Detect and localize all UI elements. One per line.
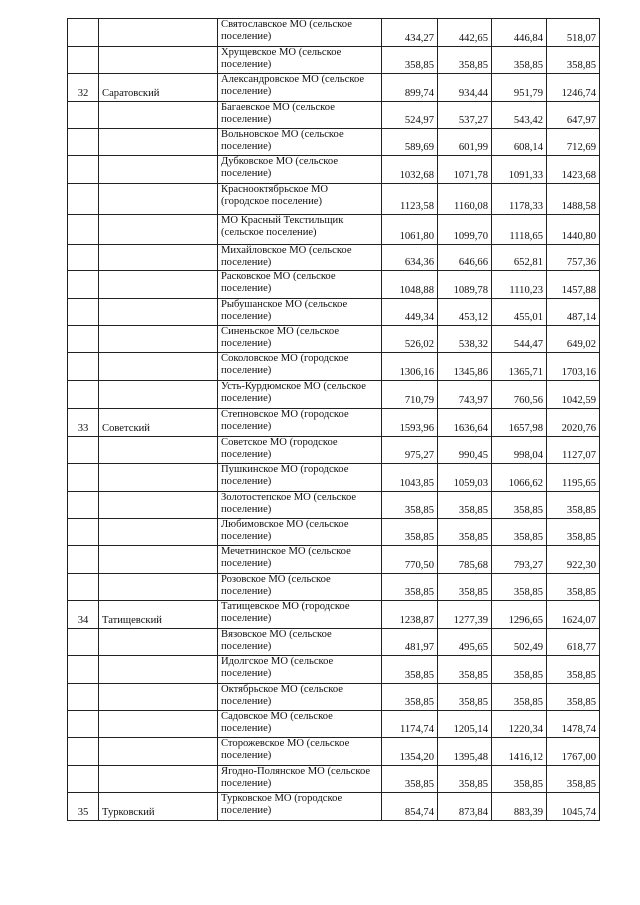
- municipality-name: Советское МО (городское поселение): [218, 437, 382, 464]
- value-1: 854,74: [382, 793, 438, 821]
- value-1: 1238,87: [382, 601, 438, 629]
- table-row: [68, 519, 600, 546]
- row-number: [68, 437, 99, 464]
- table-row: [68, 381, 600, 409]
- value-4: 618,77: [547, 629, 600, 656]
- table-body: [68, 19, 600, 821]
- value-3: 358,85: [492, 684, 547, 711]
- row-number: [68, 271, 99, 299]
- value-3: 446,84: [492, 19, 547, 47]
- row-number: [68, 156, 99, 184]
- district-name: [99, 656, 218, 684]
- value-1: 358,85: [382, 684, 438, 711]
- table-row: [68, 19, 600, 47]
- municipality-name: Сторожевское МО (сельское поселение): [218, 738, 382, 766]
- value-3: 1066,62: [492, 464, 547, 492]
- municipality-name: Золотостепское МО (сельское поселение): [218, 492, 382, 519]
- table-row: [68, 711, 600, 738]
- value-4: 1042,59: [547, 381, 600, 409]
- value-4: 1703,16: [547, 353, 600, 381]
- table-row: [68, 74, 600, 102]
- value-4: 358,85: [547, 766, 600, 793]
- value-1: 1354,20: [382, 738, 438, 766]
- value-4: 649,02: [547, 326, 600, 353]
- district-name: Татищевский: [99, 601, 218, 629]
- value-2: 1636,64: [438, 409, 492, 437]
- value-2: 537,27: [438, 102, 492, 129]
- value-2: 358,85: [438, 684, 492, 711]
- table-row: [68, 129, 600, 156]
- row-number: [68, 629, 99, 656]
- district-name: [99, 19, 218, 47]
- row-number: [68, 215, 99, 245]
- table-row: [68, 601, 600, 629]
- municipality-name: Александровское МО (сельское поселение): [218, 74, 382, 102]
- value-4: 1478,74: [547, 711, 600, 738]
- value-1: 634,36: [382, 245, 438, 271]
- value-4: 358,85: [547, 574, 600, 601]
- municipality-name: Расковское МО (сельское поселение): [218, 271, 382, 299]
- value-1: 1043,85: [382, 464, 438, 492]
- value-2: 934,44: [438, 74, 492, 102]
- value-2: 453,12: [438, 299, 492, 326]
- value-4: 1624,07: [547, 601, 600, 629]
- row-number: [68, 381, 99, 409]
- value-2: 990,45: [438, 437, 492, 464]
- value-2: 1395,48: [438, 738, 492, 766]
- value-4: 1767,00: [547, 738, 600, 766]
- value-2: 358,85: [438, 766, 492, 793]
- row-number: 35: [68, 793, 99, 821]
- table-row: [68, 464, 600, 492]
- row-number: [68, 102, 99, 129]
- district-name: [99, 684, 218, 711]
- municipality-name: Дубковское МО (сельское поселение): [218, 156, 382, 184]
- value-4: 757,36: [547, 245, 600, 271]
- value-3: 358,85: [492, 766, 547, 793]
- value-3: 1296,65: [492, 601, 547, 629]
- table-row: [68, 184, 600, 215]
- row-number: [68, 353, 99, 381]
- value-1: 899,74: [382, 74, 438, 102]
- value-2: 538,32: [438, 326, 492, 353]
- district-name: [99, 738, 218, 766]
- district-name: [99, 245, 218, 271]
- value-3: 1110,23: [492, 271, 547, 299]
- row-number: [68, 245, 99, 271]
- row-number: 34: [68, 601, 99, 629]
- table-row: [68, 299, 600, 326]
- row-number: 33: [68, 409, 99, 437]
- value-4: 1423,68: [547, 156, 600, 184]
- row-number: 32: [68, 74, 99, 102]
- table-row: [68, 326, 600, 353]
- value-2: 1071,78: [438, 156, 492, 184]
- municipality-name: Вязовское МО (сельское поселение): [218, 629, 382, 656]
- municipality-name: Идолгское МО (сельское поселение): [218, 656, 382, 684]
- value-1: 481,97: [382, 629, 438, 656]
- value-2: 646,66: [438, 245, 492, 271]
- table-row: [68, 271, 600, 299]
- value-1: 1174,74: [382, 711, 438, 738]
- municipality-name: Синеньское МО (сельское поселение): [218, 326, 382, 353]
- value-4: 358,85: [547, 492, 600, 519]
- row-number: [68, 656, 99, 684]
- value-3: 1220,34: [492, 711, 547, 738]
- value-2: 358,85: [438, 519, 492, 546]
- value-1: 358,85: [382, 574, 438, 601]
- value-2: 1277,39: [438, 601, 492, 629]
- district-name: [99, 519, 218, 546]
- municipality-name: Татищевское МО (городское поселение): [218, 601, 382, 629]
- value-1: 524,97: [382, 102, 438, 129]
- value-3: 358,85: [492, 47, 547, 74]
- value-4: 1440,80: [547, 215, 600, 245]
- value-4: 487,14: [547, 299, 600, 326]
- district-name: [99, 271, 218, 299]
- table-row: [68, 245, 600, 271]
- table-row: [68, 215, 600, 245]
- value-4: 1127,07: [547, 437, 600, 464]
- value-2: 743,97: [438, 381, 492, 409]
- value-3: 1118,65: [492, 215, 547, 245]
- district-name: [99, 299, 218, 326]
- district-name: Советский: [99, 409, 218, 437]
- district-name: [99, 711, 218, 738]
- value-3: 544,47: [492, 326, 547, 353]
- value-4: 1195,65: [547, 464, 600, 492]
- district-name: [99, 215, 218, 245]
- district-name: [99, 381, 218, 409]
- row-number: [68, 574, 99, 601]
- row-number: [68, 519, 99, 546]
- value-1: 710,79: [382, 381, 438, 409]
- district-name: [99, 437, 218, 464]
- value-1: 1061,80: [382, 215, 438, 245]
- municipality-name: МО Красный Текстильщик (сельское поселение): [218, 215, 382, 245]
- district-name: Турковский: [99, 793, 218, 821]
- row-number: [68, 19, 99, 47]
- value-3: 793,27: [492, 546, 547, 574]
- value-1: 975,27: [382, 437, 438, 464]
- value-2: 442,65: [438, 19, 492, 47]
- value-4: 518,07: [547, 19, 600, 47]
- value-3: 502,49: [492, 629, 547, 656]
- value-2: 601,99: [438, 129, 492, 156]
- municipality-name: Рыбушанское МО (сельское поселение): [218, 299, 382, 326]
- table-row: [68, 574, 600, 601]
- table-row: [68, 409, 600, 437]
- value-1: 358,85: [382, 47, 438, 74]
- value-1: 358,85: [382, 656, 438, 684]
- row-number: [68, 326, 99, 353]
- value-1: 1123,58: [382, 184, 438, 215]
- value-3: 1178,33: [492, 184, 547, 215]
- municipality-name: Розовское МО (сельское поселение): [218, 574, 382, 601]
- row-number: [68, 711, 99, 738]
- table-row: [68, 437, 600, 464]
- table-row: [68, 684, 600, 711]
- row-number: [68, 546, 99, 574]
- district-name: [99, 47, 218, 74]
- value-4: 922,30: [547, 546, 600, 574]
- table-row: [68, 629, 600, 656]
- value-1: 358,85: [382, 492, 438, 519]
- table-row: [68, 738, 600, 766]
- value-2: 358,85: [438, 656, 492, 684]
- value-2: 358,85: [438, 574, 492, 601]
- municipality-name: Октябрьское МО (сельское поселение): [218, 684, 382, 711]
- table-row: [68, 156, 600, 184]
- value-1: 449,34: [382, 299, 438, 326]
- district-name: [99, 492, 218, 519]
- value-4: 647,97: [547, 102, 600, 129]
- value-1: 1048,88: [382, 271, 438, 299]
- district-name: [99, 629, 218, 656]
- municipality-name: Степновское МО (городское поселение): [218, 409, 382, 437]
- value-2: 1089,78: [438, 271, 492, 299]
- municipality-name: Багаевское МО (сельское поселение): [218, 102, 382, 129]
- value-3: 358,85: [492, 656, 547, 684]
- district-name: Саратовский: [99, 74, 218, 102]
- table-row: [68, 102, 600, 129]
- municipality-name: Михайловское МО (сельское поселение): [218, 245, 382, 271]
- table-row: [68, 766, 600, 793]
- value-3: 1091,33: [492, 156, 547, 184]
- value-4: 1045,74: [547, 793, 600, 821]
- table-row: [68, 656, 600, 684]
- value-4: 1488,58: [547, 184, 600, 215]
- value-1: 434,27: [382, 19, 438, 47]
- value-4: 1246,74: [547, 74, 600, 102]
- municipality-name: Святославское МО (сельское поселение): [218, 19, 382, 47]
- value-2: 1099,70: [438, 215, 492, 245]
- row-number: [68, 684, 99, 711]
- value-3: 1365,71: [492, 353, 547, 381]
- district-name: [99, 766, 218, 793]
- value-3: 652,81: [492, 245, 547, 271]
- row-number: [68, 129, 99, 156]
- value-1: 358,85: [382, 519, 438, 546]
- row-number: [68, 299, 99, 326]
- table-row: [68, 492, 600, 519]
- municipality-name: Турковское МО (городское поселение): [218, 793, 382, 821]
- value-3: 951,79: [492, 74, 547, 102]
- value-4: 358,85: [547, 684, 600, 711]
- district-name: [99, 546, 218, 574]
- value-4: 2020,76: [547, 409, 600, 437]
- municipality-name: Усть-Курдюмское МО (сельское поселение): [218, 381, 382, 409]
- value-3: 608,14: [492, 129, 547, 156]
- value-4: 358,85: [547, 47, 600, 74]
- value-2: 495,65: [438, 629, 492, 656]
- municipality-name: Садовское МО (сельское поселение): [218, 711, 382, 738]
- municipality-name: Хрущевское МО (сельское поселение): [218, 47, 382, 74]
- value-2: 1205,14: [438, 711, 492, 738]
- value-3: 998,04: [492, 437, 547, 464]
- value-2: 785,68: [438, 546, 492, 574]
- value-4: 358,85: [547, 519, 600, 546]
- value-1: 1593,96: [382, 409, 438, 437]
- value-2: 1160,08: [438, 184, 492, 215]
- value-3: 883,39: [492, 793, 547, 821]
- row-number: [68, 184, 99, 215]
- value-1: 589,69: [382, 129, 438, 156]
- district-name: [99, 184, 218, 215]
- table-row: [68, 353, 600, 381]
- municipality-name: Краснооктябрьское МО (городское поселение): [218, 184, 382, 215]
- district-name: [99, 464, 218, 492]
- value-1: 1032,68: [382, 156, 438, 184]
- value-1: 1306,16: [382, 353, 438, 381]
- row-number: [68, 492, 99, 519]
- district-name: [99, 156, 218, 184]
- municipality-name: Пушкинское МО (городское поселение): [218, 464, 382, 492]
- row-number: [68, 738, 99, 766]
- value-2: 1345,86: [438, 353, 492, 381]
- value-2: 358,85: [438, 492, 492, 519]
- value-3: 358,85: [492, 519, 547, 546]
- municipality-name: Ягодно-Полянское МО (сельское поселение): [218, 766, 382, 793]
- tariff-table: [67, 18, 600, 821]
- district-name: [99, 574, 218, 601]
- row-number: [68, 464, 99, 492]
- table-row: [68, 47, 600, 74]
- table-row: [68, 793, 600, 821]
- row-number: [68, 47, 99, 74]
- value-3: 358,85: [492, 492, 547, 519]
- value-3: 455,01: [492, 299, 547, 326]
- row-number: [68, 766, 99, 793]
- value-3: 760,56: [492, 381, 547, 409]
- municipality-name: Соколовское МО (городское поселение): [218, 353, 382, 381]
- table-row: [68, 546, 600, 574]
- district-name: [99, 102, 218, 129]
- value-4: 358,85: [547, 656, 600, 684]
- value-1: 358,85: [382, 766, 438, 793]
- value-2: 1059,03: [438, 464, 492, 492]
- value-3: 1416,12: [492, 738, 547, 766]
- value-3: 543,42: [492, 102, 547, 129]
- municipality-name: Вольновское МО (сельское поселение): [218, 129, 382, 156]
- value-2: 358,85: [438, 47, 492, 74]
- value-1: 770,50: [382, 546, 438, 574]
- value-4: 1457,88: [547, 271, 600, 299]
- value-1: 526,02: [382, 326, 438, 353]
- value-3: 358,85: [492, 574, 547, 601]
- value-2: 873,84: [438, 793, 492, 821]
- district-name: [99, 326, 218, 353]
- value-4: 712,69: [547, 129, 600, 156]
- value-3: 1657,98: [492, 409, 547, 437]
- municipality-name: Мечетнинское МО (сельское поселение): [218, 546, 382, 574]
- municipality-name: Любимовское МО (сельское поселение): [218, 519, 382, 546]
- district-name: [99, 129, 218, 156]
- district-name: [99, 353, 218, 381]
